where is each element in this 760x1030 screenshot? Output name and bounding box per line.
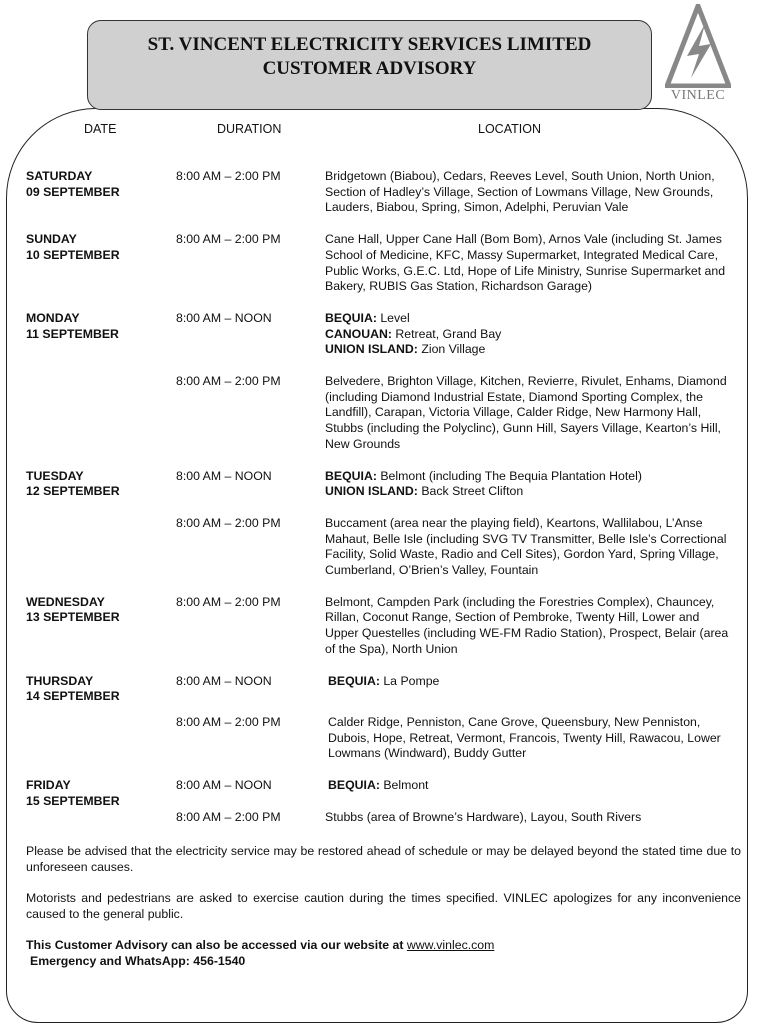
row-location: Stubbs (area of Browne’s Hardware), Layou, South Rivers xyxy=(325,809,642,824)
row-location: Cane Hall, Upper Cane Hall (Bom Bom), Arnos Vale (including St. James School of Medicine, KFC, Massy Supermarket, Integrated Medical Care, Public Works, G.E.C. Ltd, Hope of Life Ministry, Sunrise Supermarket and Bakery, RUBIS Gas Station, Richardson Garage) xyxy=(325,232,726,294)
row-date: TUESDAY 12 SEPTEMBER xyxy=(26,468,120,499)
row-time: 8:00 AM – 2:00 PM xyxy=(176,594,281,609)
vinlec-logo xyxy=(660,4,736,108)
row-time: 8:00 AM – 2:00 PM xyxy=(176,374,281,389)
header-date: DATE xyxy=(84,122,117,136)
schedule-row xyxy=(0,469,760,500)
row-time: 8:00 AM – 2:00 PM xyxy=(176,232,281,247)
row-date: WEDNESDAY 13 SEPTEMBER xyxy=(26,594,120,625)
row-location: Belmont, Campden Park (including the Forestries Complex), Chauncey, Rillan, Coconut Range, Section of Pembroke, Twenty Hill, Lower and Upper Questelles (including WE-FM Radio Station), Prospect, Belair (area of the Spa), North Union xyxy=(325,594,729,656)
caution-note: Motorists and pedestrians are asked to exercise caution during the times specified. VINLEC apologizes for any inconvenience caused to the general public. xyxy=(26,891,741,921)
row-date: THURSDAY 14 SEPTEMBER xyxy=(26,673,120,704)
lightning-triangle-icon xyxy=(665,4,731,88)
logo-text: VINLEC xyxy=(670,88,726,103)
advisory-title-box xyxy=(87,20,652,110)
row-location: Bridgetown (Biabou), Cedars, Reeves Level, South Union, North Union, Section of Hadley’s Village, Section of Lowmans Village, New Grounds, Lauders, Biabou, Spring, Simon, Adelphi, Peruvian Vale xyxy=(325,169,715,215)
website-note: This Customer Advisory can also be accessed via our website at www.vinlec.com xyxy=(26,938,495,952)
row-time: 8:00 AM – 2:00 PM xyxy=(176,515,281,530)
schedule-row xyxy=(0,674,760,705)
advisory-title: CUSTOMER ADVISORY xyxy=(262,58,477,79)
row-location: Belvedere, Brighton Village, Kitchen, Revierre, Rivulet, Enhams, Diamond (including Diamond Industrial Estate, Diamond Sporting Complex, the Landfill), Carapan, Victoria Village, Calder Ridge, New Harmony Hall, Stubbs (including the Polyclinc), Gunn Hill, Sayers Village, Kearton’s Hill, New Grounds xyxy=(325,374,727,451)
row-time: 8:00 AM – NOON xyxy=(176,310,272,325)
header-duration: DURATION xyxy=(217,122,282,136)
row-location: BEQUIA: La Pompe xyxy=(328,673,440,688)
schedule-rows xyxy=(0,169,760,826)
row-location: Calder Ridge, Penniston, Cane Grove, Queensbury, New Penniston, Dubois, Hope, Retreat, Vermont, Francois, Twenty Hill, Rawacou, Lower Lowmans (Windward), Buddy Gutter xyxy=(328,714,721,761)
website-link[interactable]: www.vinlec.com xyxy=(406,938,495,952)
schedule-row xyxy=(0,516,760,579)
schedule-row xyxy=(0,715,760,762)
restoration-note: Please be advised that the electricity service may be restored ahead of schedule or may be delayed beyond the stated time due to unforeseen causes. xyxy=(26,844,741,874)
row-date: FRIDAY 15 SEPTEMBER xyxy=(26,778,120,808)
row-time: 8:00 AM – 2:00 PM xyxy=(176,714,281,729)
row-location: Buccament (area near the playing field), Keartons, Wallilabou, L’Anse Mahaut, Belle Isle (including SVG TV Transmitter, Belle Isle’s Correctional Facility, Solid Waste, Radio and Cell Sites), Gordon Yard, Spring Village, Cumberland, O’Brien’s Valley, Fountain xyxy=(325,515,727,578)
company-name: ST. VINCENT ELECTRICITY SERVICES LIMITED xyxy=(147,34,592,55)
table-header xyxy=(0,122,760,138)
schedule-row xyxy=(0,595,760,658)
row-time: 8:00 AM – NOON xyxy=(176,778,272,793)
schedule-row xyxy=(0,810,760,826)
row-time: 8:00 AM – NOON xyxy=(176,468,272,483)
row-location: BEQUIA: Belmont (including The Bequia Plantation Hotel) UNION ISLAND: Back Street Clifton xyxy=(325,468,642,499)
row-date: MONDAY 11 SEPTEMBER xyxy=(26,310,119,341)
row-location: BEQUIA: Belmont xyxy=(328,778,429,793)
schedule-row xyxy=(0,311,760,358)
row-location: BEQUIA: Level CANOUAN: Retreat, Grand Bay UNION ISLAND: Zion Village xyxy=(325,310,502,357)
schedule-row xyxy=(0,374,760,453)
header-location: LOCATION xyxy=(478,122,541,136)
row-time: 8:00 AM – 2:00 PM xyxy=(176,169,281,183)
row-time: 8:00 AM – NOON xyxy=(176,673,272,688)
schedule-row xyxy=(0,778,760,808)
schedule-row xyxy=(0,169,760,216)
schedule-row xyxy=(0,232,760,295)
row-date: SUNDAY 10 SEPTEMBER xyxy=(26,232,120,262)
row-date: SATURDAY 09 SEPTEMBER xyxy=(26,169,120,199)
row-time: 8:00 AM – 2:00 PM xyxy=(176,809,281,824)
emergency-contact: Emergency and WhatsApp: 456-1540 xyxy=(30,954,246,968)
